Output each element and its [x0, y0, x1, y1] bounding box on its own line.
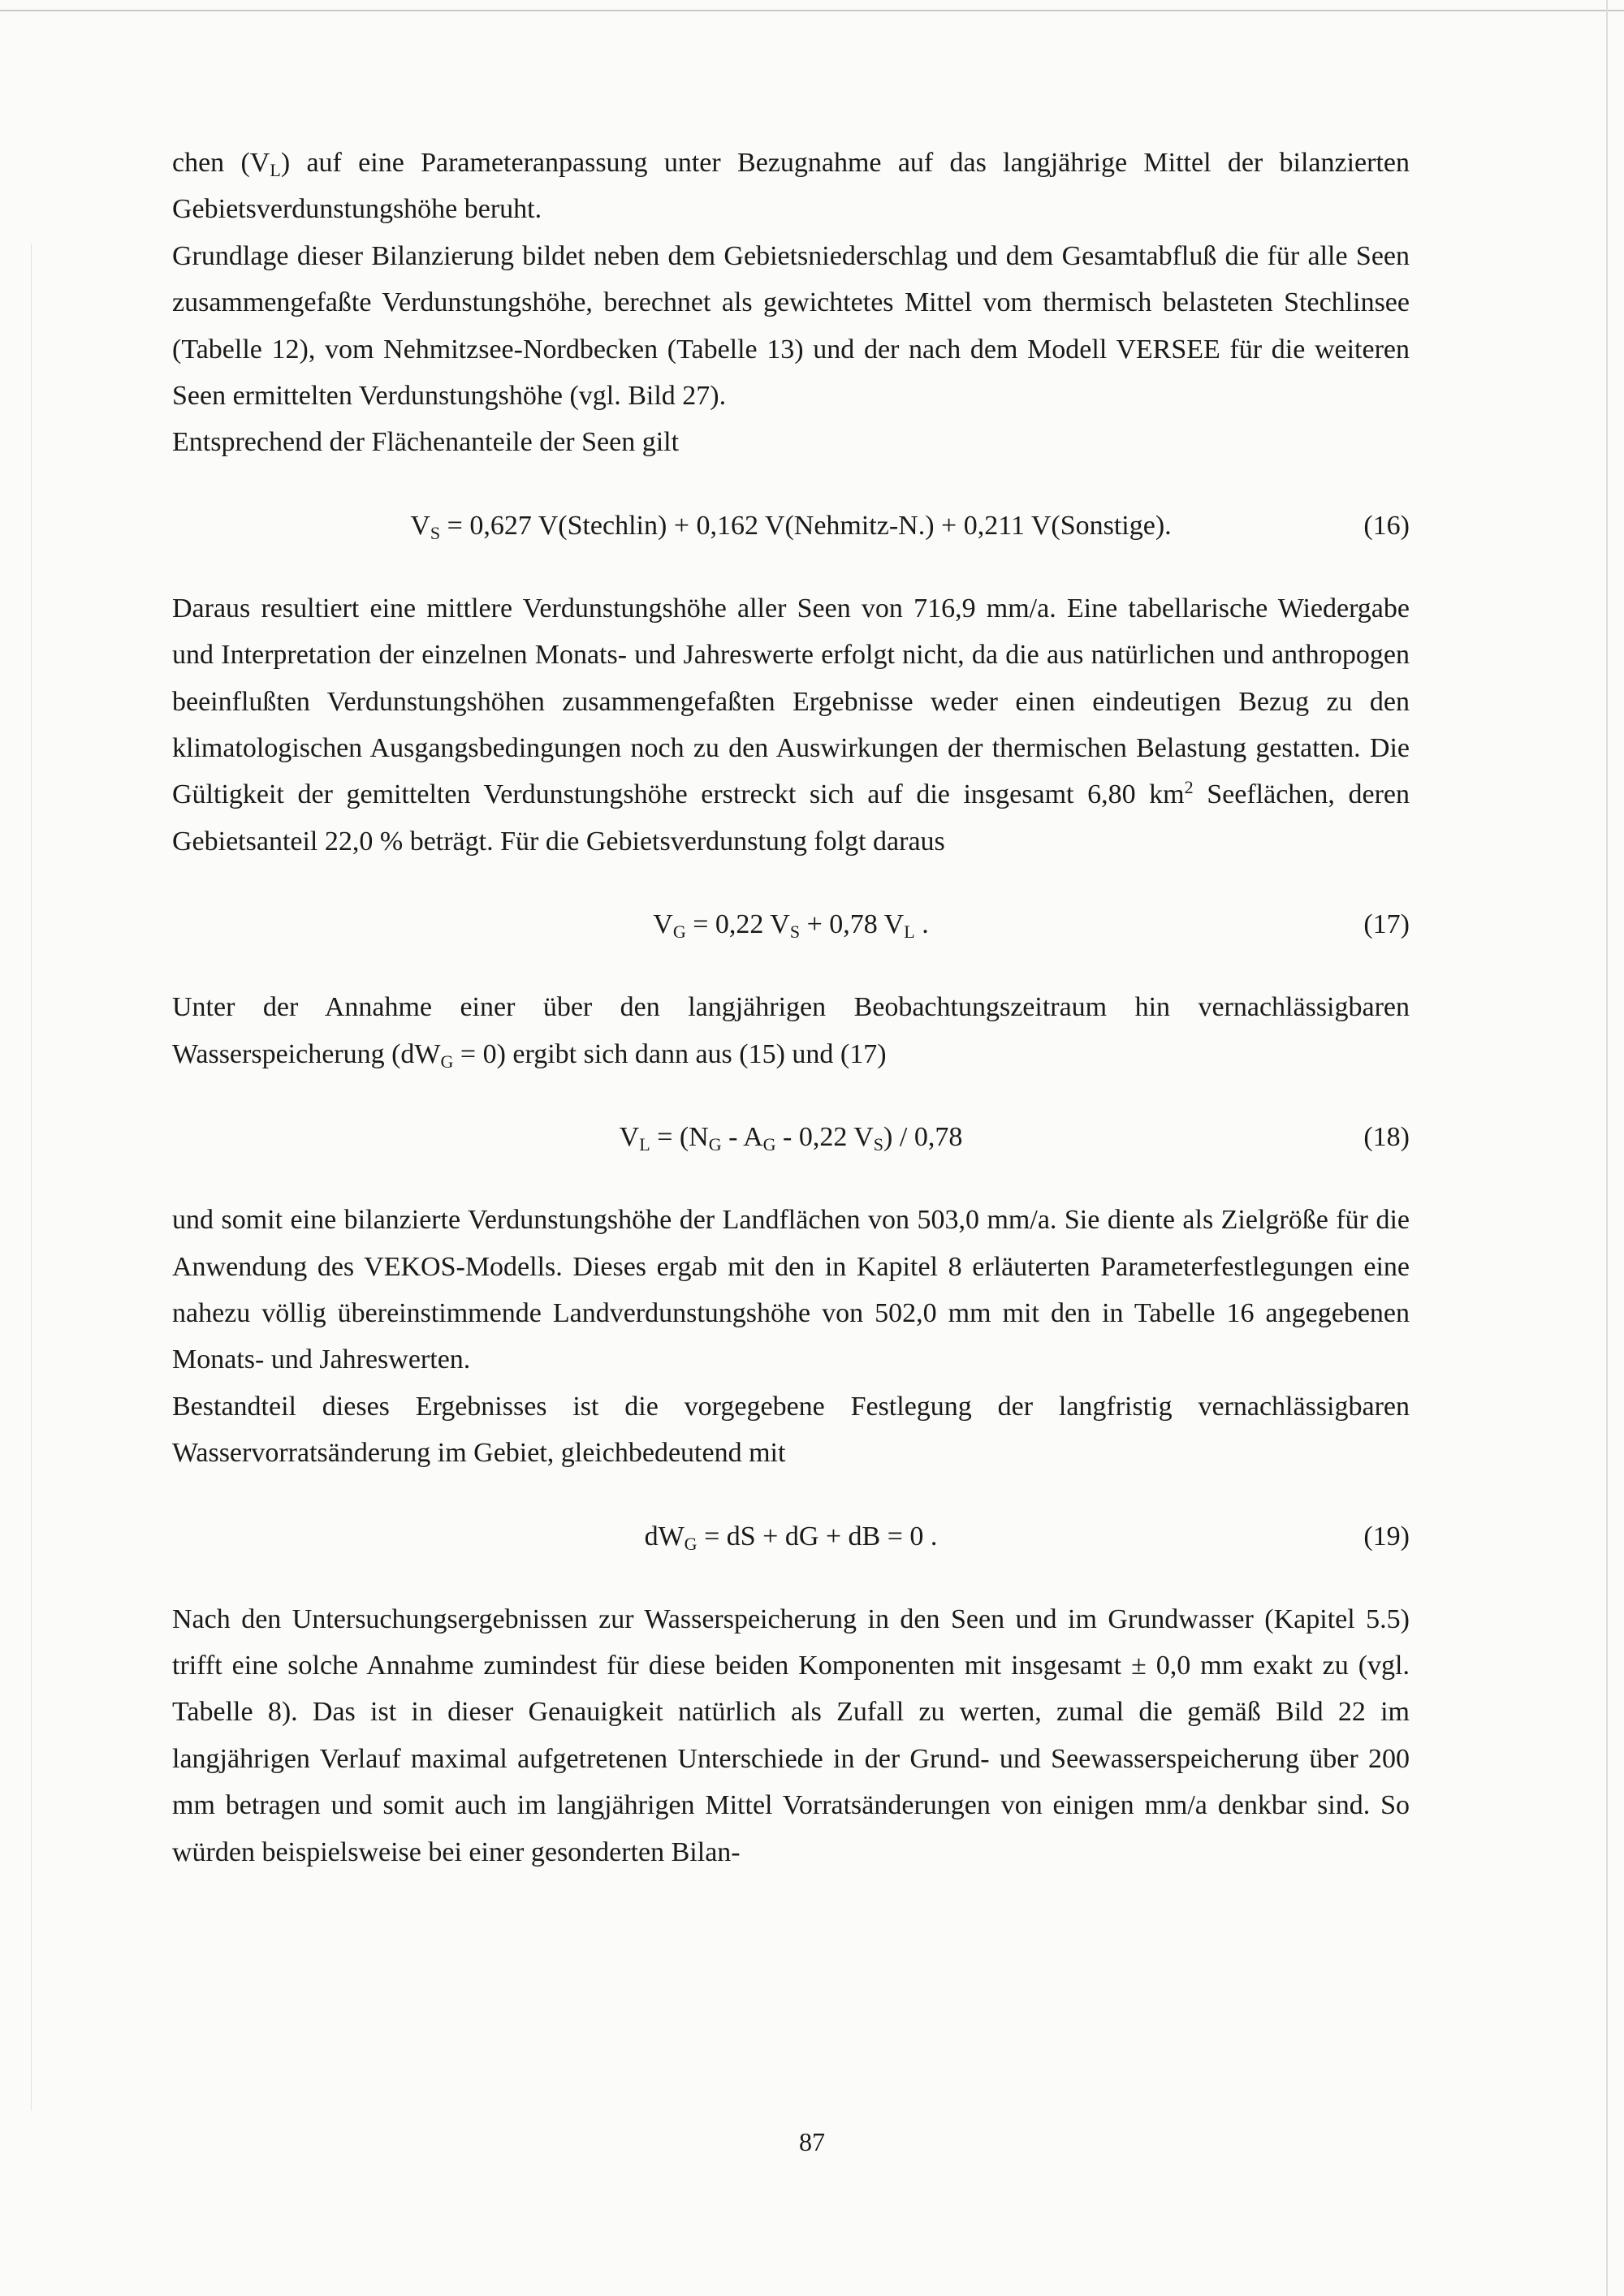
paragraph-3: Entsprechend der Flächenanteile der Seen gilt [172, 427, 680, 458]
equation-17-number: (17) [1363, 909, 1410, 940]
equation-17 [172, 901, 1410, 947]
scan-edge-left [31, 244, 32, 2111]
paragraph-1: chen $(V_L)$ auf eine Parameteranpassung unter Bezugnahme auf das langjährige Mittel der bilanzierten Gebietsverdunstungshöhe beruht. [172, 148, 1410, 225]
equation-17-expression: $V_G = 0,22$ $V_S + 0,78$ $V_L$ . [653, 909, 929, 943]
paragraph-5: Unter der Annahme einer über den langjährigen Beobachtungszeitraum hin vernachlässigbaren Wasserspeicherung $(dW_G = 0)$ ergibt sich dann aus (15) und (17) [172, 992, 1410, 1072]
equation-16 [172, 503, 1410, 549]
equation-19-expression: $dW_G$ = dS + dG + dB = 0 . [644, 1521, 938, 1554]
page-number: 87 [799, 2127, 825, 2156]
paragraph-7: Bestandteil dieses Ergebnisses ist die vorgegebene Festlegung der langfristig vernachlässigbaren Wasservorratsänderung im Gebiet, gleichbedeutend mit [172, 1391, 1410, 1469]
equation-18 [172, 1114, 1410, 1160]
paragraph-8: Nach den Untersuchungsergebnissen zur Wasserspeicherung in den Seen und im Grundwasser (Kapitel 5.5) trifft eine solche Annahme zumindest für diese beiden Komponenten mit insgesamt ± 0,0 mm exakt zu (vgl. Tabelle 8). Das ist in dieser Genauigkeit natürlich als Zufall zu werten, zumal die gemäß Bild 22 im langjährigen Verlauf maximal aufgetretenen Unterschiede in der Grund- und Seewasserspeicherung über 200 mm betragen und somit auch im langjährigen Mittel Vorratsänderungen von einigen mm/a denkbar sind. So würden beispielsweise bei einer gesonderten Bilan- [172, 1603, 1410, 1867]
equation-19 [172, 1513, 1410, 1560]
page-body [172, 140, 1410, 1875]
equation-16-number: (16) [1363, 510, 1410, 541]
paragraph-4: Daraus resultiert eine mittlere Verdunstungshöhe aller Seen von 716,9 mm/a. Eine tabellarische Wiedergabe und Interpretation der einzelnen Monats- und Jahreswerte erfolgt nicht, da die aus natürlichen und anthropogen beeinflußten Verdunstungshöhen zusammengefaßten Ergebnisse weder einen eindeutigen Bezug zu den klimatologischen Ausgangsbedingungen noch zu den Auswirkungen der thermischen Belastung gestatten. Die Gültigkeit der gemittelten Verdunstungshöhe erstreckt sich auf die insgesamt 6,80 $km^2$ Seeflächen, deren Gebietsanteil 22,0 % beträgt. Für die Gebietsverdunstung folgt daraus [172, 593, 1410, 857]
paragraph-6: und somit eine bilanzierte Verdunstungshöhe der Landflächen von 503,0 mm/a. Sie diente als Zielgröße für die Anwendung des VEKOS-Modells. Dieses ergab mit den in Kapitel 8 erläuterten Parameterfestlegungen eine nahezu völlig übereinstimmende Landverdunstungshöhe von 502,0 mm mit den in Tabelle 16 angegebenen Monats- und Jahreswerten. [172, 1205, 1410, 1375]
paragraph-2: Grundlage dieser Bilanzierung bildet neben dem Gebietsniederschlag und dem Gesamtabfluß die für alle Seen zusammengefaßte Verdunstungshöhe, berechnet als gewichtetes Mittel vom thermisch belasteten Stechlinsee (Tabelle 12), vom Nehmitzsee-Nordbecken (Tabelle 13) und der nach dem Modell VERSEE für die weiteren Seen ermittelten Verdunstungshöhe (vgl. Bild 27). [172, 240, 1410, 412]
equation-19-number: (19) [1363, 1521, 1410, 1552]
scan-edge-right [1606, 0, 1608, 2296]
scan-edge-top [0, 10, 1624, 11]
equation-18-expression: $V_L = (N_G - A_G - 0,22$ $V_S) / 0,78$ [619, 1122, 963, 1155]
equation-18-number: (18) [1363, 1122, 1410, 1153]
equation-16-expression: $V_S = 0,627$ V(Stechlin) + 0,162 V(Nehmitz-N.) + 0,211 V(Sonstige). [410, 510, 1172, 543]
